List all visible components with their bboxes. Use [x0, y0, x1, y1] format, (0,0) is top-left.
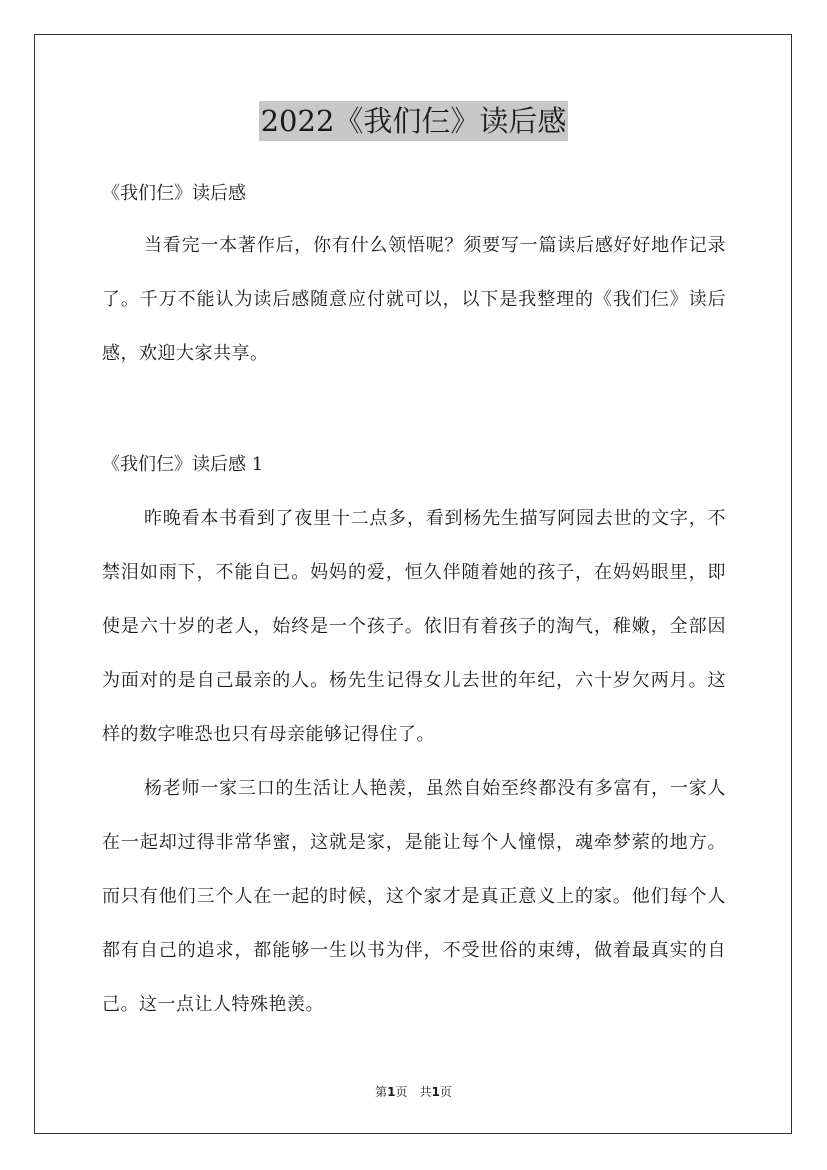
page-footer — [0, 1083, 827, 1100]
footer-page-suffix: 页 — [395, 1085, 408, 1099]
footer-page-prefix: 第 — [375, 1085, 388, 1099]
intro-section — [102, 219, 726, 381]
footer-total-prefix: 共 — [419, 1085, 432, 1099]
title-wrapper — [0, 101, 827, 141]
intro-heading: 《我们仨》读后感 — [102, 183, 246, 204]
footer-page-number: 1 — [387, 1085, 396, 1099]
document-title: 2022《我们仨》读后感 — [259, 101, 569, 141]
section1-body — [102, 492, 726, 1032]
footer-total-number: 1 — [431, 1085, 440, 1099]
section1-paragraph-2: 杨老师一家三口的生活让人艳羡，虽然自始至终都没有多富有，一家人在一起却过得非常华蜜，这就是家，是能让每个人憧憬，魂牵梦萦的地方。而只有他们三个人在一起的时候，这个家才是真正意义上的家。他们每个人都有自己的追求，都能够一生以书为伴，不受世俗的束缚，做着最真实的自己。这一点让人特殊艳羡。 — [102, 778, 726, 1015]
intro-paragraph: 当看完一本著作后，你有什么领悟呢？须要写一篇读后感好好地作记录了。千万不能认为读后感随意应付就可以，以下是我整理的《我们仨》读后感，欢迎大家共享。 — [102, 235, 726, 364]
section1-paragraph-1: 昨晚看本书看到了夜里十二点多，看到杨先生描写阿园去世的文字，不禁泪如雨下，不能自已。妈妈的爱，恒久伴随着她的孩子，在妈妈眼里，即使是六十岁的老人，始终是一个孩子。依旧有着孩子的淘气，稚嫩，全部因为面对的是自己最亲的人。杨先生记得女儿去世的年纪，六十岁欠两月。这样的数字唯恐也只有母亲能够记得住了。 — [102, 508, 726, 745]
footer-total-suffix: 页 — [439, 1085, 452, 1099]
section1-heading: 《我们仨》读后感 1 — [102, 454, 264, 475]
